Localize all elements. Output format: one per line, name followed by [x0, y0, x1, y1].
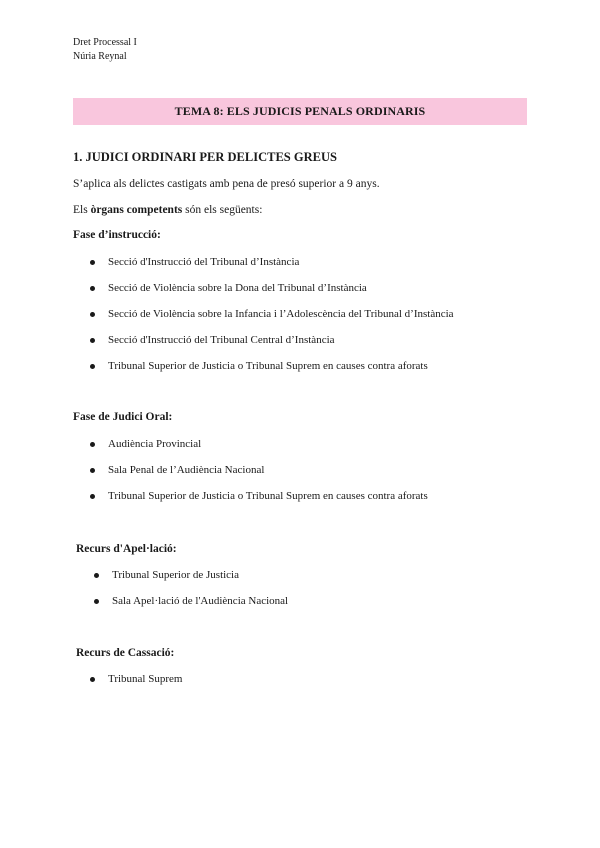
- bullet-icon: [90, 364, 95, 369]
- bullet-icon: [90, 494, 95, 499]
- course-name: Dret Processal I: [73, 37, 137, 48]
- bullet-icon: [94, 599, 99, 604]
- list-item-text: Secció de Violència sobre la Infancia i l’Adolescència del Tribunal d’Instància: [108, 308, 454, 320]
- author-name: Núria Reynal: [73, 51, 127, 62]
- list-item-text: Sala Penal de l’Audiència Nacional: [108, 464, 265, 476]
- organs-paragraph: [73, 204, 262, 216]
- organs-suffix: són els següents:: [182, 204, 263, 216]
- list-item: [90, 282, 367, 294]
- bullet-icon: [90, 338, 95, 343]
- section-heading: 1. JUDICI ORDINARI PER DELICTES GREUS: [73, 150, 337, 164]
- bullet-icon: [90, 312, 95, 317]
- list-item-text: Audiència Provincial: [108, 438, 202, 450]
- bullet-icon: [94, 573, 99, 578]
- list-item-text: Secció d'Instrucció del Tribunal d’Instància: [108, 256, 300, 268]
- list-item: [94, 569, 239, 581]
- list-item: [90, 308, 454, 320]
- list-item-text: Tribunal Suprem: [108, 673, 183, 685]
- list-item: [90, 334, 335, 346]
- list-item: [90, 256, 299, 268]
- list-item-text: Sala Apel·lació de l'Audiència Nacional: [112, 595, 289, 607]
- organs-prefix: Els: [73, 204, 91, 216]
- bullet-icon: [90, 286, 95, 291]
- document-header: [73, 36, 137, 64]
- bullet-icon: [90, 442, 95, 447]
- cassacio-heading: Recurs de Cassació:: [76, 647, 175, 659]
- bullet-icon: [90, 677, 95, 682]
- instruccio-heading: Fase d’instrucció:: [73, 229, 161, 241]
- intro-paragraph: S’aplica als delictes castigats amb pena de presó superior a 9 anys.: [73, 178, 380, 190]
- list-item-text: Secció d'Instrucció del Tribunal Central d’Instància: [108, 334, 335, 346]
- bullet-icon: [90, 468, 95, 473]
- apelacio-heading: Recurs d'Apel·lació:: [76, 543, 177, 555]
- list-item: [90, 438, 201, 450]
- list-item: [94, 595, 288, 607]
- list-item: [90, 360, 428, 372]
- list-item: [90, 490, 428, 502]
- title-band: [73, 98, 527, 125]
- bullet-icon: [90, 260, 95, 265]
- page-title: TEMA 8: ELS JUDICIS PENALS ORDINARIS: [174, 104, 426, 118]
- list-item-text: Secció de Violència sobre la Dona del Tribunal d’Instància: [108, 282, 367, 294]
- list-item: [90, 673, 182, 685]
- list-item-text: Tribunal Superior de Justicia o Tribunal Suprem en causes contra aforats: [108, 360, 428, 372]
- list-item: [90, 464, 264, 476]
- organs-bold: òrgans competents: [90, 204, 183, 216]
- list-item-text: Tribunal Superior de Justicia o Tribunal Suprem en causes contra aforats: [108, 490, 428, 502]
- list-item-text: Tribunal Superior de Justicia: [112, 569, 239, 581]
- judici-oral-heading: Fase de Judici Oral:: [73, 411, 173, 423]
